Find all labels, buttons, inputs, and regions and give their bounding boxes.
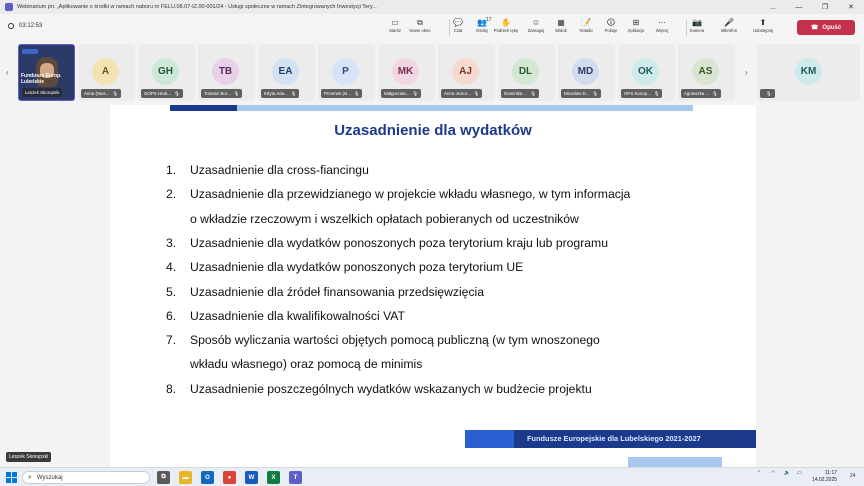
participant-name-bar [81,89,121,98]
slide-list-item [166,236,690,250]
view-label: Widok [555,28,567,33]
people-count: 17 [486,17,492,23]
tray-chevron-icon[interactable]: ⌃ [757,470,762,476]
slide-list-item [166,285,690,299]
mic-muted-icon: 🎙 [530,91,536,96]
presenter-name-label: Leszek Skorupski [6,452,51,462]
list-item-text: Uzasadnienie dla przewidzianego w projekcie wkładu własnego, w tym informacja [190,187,631,202]
more-button[interactable] [647,17,677,39]
participant-name: GOPS Hrub... [144,91,172,96]
participant-name-bar [621,89,662,98]
avatar: P [332,58,359,85]
avatar: AJ [452,58,479,85]
participant-name: Edyta Ada... [264,91,288,96]
clock-time: 11:17 [824,470,838,476]
list-item-text: Sposób wyliczania wartości objętych pomocą publiczną (w tym wnoszonego [190,333,600,348]
meeting-toolbar [0,14,864,40]
avatar: GH [152,58,179,85]
task-view-icon[interactable]: ⧉ [157,471,170,484]
chat-label: Czat [453,28,463,33]
participant-name: Prcemek (N... [324,91,351,96]
slide-footer-text: Fundusze Europejskie dla Lubelskiego 2021-2027 [527,434,701,443]
participant-name-bar [381,89,421,98]
participant-name-bar [321,89,362,98]
participant-name-bar [261,89,299,98]
new-window-icon: ⧉ [417,18,423,27]
avatar: DL [512,58,539,85]
new-window-label: Nowe okno [409,28,431,33]
rooms-icon: 🛈 [606,18,616,27]
raise-hand-button[interactable] [491,17,521,39]
taskbar-search[interactable] [22,471,150,484]
leave-label: Opuść [822,24,842,31]
apps-icon: ⊞ [632,18,640,27]
people-label: Osoby [475,28,489,33]
participant-tile[interactable] [318,44,375,101]
participant-name-bar [141,89,183,98]
participant-name-bar [441,89,482,98]
windows-taskbar [0,467,864,486]
self-video-tile[interactable] [18,44,75,101]
participant-tile[interactable] [438,44,495,101]
video-banner-text: Fundusze Europ. Lubelskie [21,73,62,85]
camera-icon: 📷 [692,18,702,27]
participant-name-bar [501,89,539,98]
more-icon: ⋯ [658,18,666,27]
react-icon: ☺ [531,18,541,27]
list-item-text: Uzasadnienie dla wydatków ponoszonych poza terytorium UE [190,260,524,275]
participant-name-bar [561,89,601,98]
more-label: Więcej [655,28,669,33]
slide-list-item [166,309,690,323]
chevron-left-icon[interactable]: ‹ [6,68,9,77]
notes-label: Notatki [579,28,593,33]
list-item-number: 8. [166,381,177,396]
list-item-text: Uzasadnienie dla źródeł finansowania przedsięwzięcia [190,284,485,299]
participant-name: Dominika ... [504,91,528,96]
mic-muted-icon: 🎙 [233,91,240,96]
avatar: TB [212,58,239,85]
slide-list-item [166,187,690,201]
avatar: MD [572,58,599,85]
rooms-label: Pokoje [604,28,618,33]
mic-muted-icon: 🎙 [353,91,360,96]
participant-name: OPS Konop... [624,91,651,96]
list-item-number: 4. [166,260,177,275]
list-item-continuation: wkładu własnego) oraz pomocą de minimis [190,357,423,372]
shared-content-stage [0,105,864,467]
toolbar-separator [449,20,450,36]
network-icon[interactable]: ◠ [771,470,776,476]
list-item-number: 2. [166,187,177,202]
search-icon: ⌕ [28,473,32,481]
microphone-icon: 🎤 [724,18,734,27]
mic-muted-icon: 🎙 [174,91,180,96]
mic-muted-icon: 🎙 [592,91,598,96]
mic-muted-icon: 🎙 [112,91,118,96]
toolbar-separator [686,20,687,36]
list-item-continuation: o wkładzie rzeczowym i wszelkich opłatach pobieranych od uczestników [190,211,579,226]
participant-name: Tomasz Bor... [204,91,231,96]
participant-name: Leszek Skorupski [25,90,60,95]
participant-name: Mirosław D... [564,91,590,96]
share-icon: ⬆ [759,18,767,27]
list-item-text: Uzasadnienie poszczególnych wydatków wskazanych w budżecie projektu [190,381,592,396]
participant-name: Agnieszka ... [684,91,710,96]
slide-title: Uzasadnienie dla wydatków [334,122,532,139]
teams-icon[interactable]: T [289,471,302,484]
window-controls [760,0,864,14]
volume-icon[interactable]: 🔈 [784,470,791,476]
avatar: OK [632,58,659,85]
participant-tile[interactable] [618,44,675,101]
avatar: EA [272,58,299,85]
slide-bottom-stripe [628,457,722,467]
participant-tile[interactable] [558,44,615,101]
windows-start-icon[interactable] [6,472,17,483]
list-item-number: 6. [166,308,177,323]
mic-muted-icon: 🎙 [712,91,718,96]
list-item-text: Uzasadnienie dla kwalifikowalności VAT [190,308,405,323]
close-icon[interactable]: ✕ [848,4,854,11]
list-item-number: 1. [166,163,177,177]
leave-button[interactable] [797,20,855,35]
list-item-number: 3. [166,235,177,250]
mic-muted-icon: 🎙 [290,91,297,96]
people-icon: 👥 [477,18,487,27]
raise-hand-label: Podnieś rękę [493,28,519,33]
more-options-icon[interactable]: ... [770,3,776,11]
list-item-number: 5. [166,284,177,299]
participant-tile[interactable] [757,44,860,101]
participant-tile[interactable] [498,44,555,101]
phone-icon: ☎ [810,25,819,31]
raise-hand-icon: ✋ [501,18,511,27]
mic-muted-icon: 🎙 [473,91,480,96]
stop-sharing-label: Starsz [389,28,401,33]
list-item-text: Uzasadnienie dla cross-fiancingu [190,163,369,177]
avatar: AS [692,58,719,85]
new-window-button[interactable] [405,17,435,39]
participants-strip [0,40,864,105]
participant-name-bar [760,89,775,98]
participant-tile[interactable] [678,44,735,101]
battery-icon[interactable]: ▭ [797,470,802,476]
slide-list-item [166,260,690,274]
slide-list-item [166,333,690,347]
participant-name: Anna Jezior... [444,91,471,96]
camera-label: Kamera [689,28,705,33]
mic-muted-icon: 🎙 [412,91,418,96]
react-label: Zareaguj [527,28,545,33]
excel-icon[interactable]: X [267,471,280,484]
shield-icon [8,23,14,29]
chat-icon: 💬 [453,18,463,27]
slide-top-stripe [170,105,693,111]
timer-text: 03:12:53 [19,23,43,29]
minimize-icon[interactable]: — [795,3,803,11]
meeting-timer [8,23,42,29]
avatar: A [92,58,119,85]
chrome-icon[interactable]: ● [223,471,236,484]
participant-tile[interactable] [258,44,315,101]
participant-tile[interactable] [198,44,255,101]
teams-app-icon [5,3,13,11]
presentation-slide [110,105,756,467]
share-button[interactable] [748,17,778,39]
participant-name: Małgorzata... [384,91,410,96]
notes-icon: 📝 [581,18,591,27]
clock-date: 14.02.2025 [812,477,838,483]
participant-name-bar [22,88,62,97]
participant-name-bar [201,89,242,98]
microphone-label: Mikrofon [720,28,738,33]
list-item-number: 7. [166,333,177,348]
participant-name: Anna (Nies... [84,91,110,96]
participant-tile[interactable] [138,44,195,101]
window-title: Webinarium pn. „Aplikowanie o środki w ramach naboru nr FELU.08.07-IZ.00-001/24 - Usługi społeczne w ramach Zintegrowanych Inwestycji Tery... [17,4,377,10]
file-explorer-icon[interactable]: ▬ [179,471,192,484]
chevron-right-icon[interactable]: › [745,68,748,77]
avatar: KM [795,58,822,85]
participant-tile[interactable] [78,44,135,101]
slide-top-stripe-dark [170,105,237,111]
taskbar-clock[interactable] [812,470,837,484]
stop-sharing-icon: ▭ [391,18,399,27]
window-title-bar [0,0,864,14]
notification-count[interactable]: 24 [850,473,856,479]
outlook-icon[interactable]: O [201,471,214,484]
participant-tile[interactable] [378,44,435,101]
microphone-button[interactable] [714,17,744,39]
apps-label: Aplikacje [627,28,645,33]
mic-muted-icon: 🎙 [653,91,660,96]
maximize-icon[interactable]: ❐ [821,4,829,11]
participant-name-bar [681,89,721,98]
slide-list-item [166,163,690,177]
logo-tag [22,49,38,54]
mic-muted-icon: 🎙 [766,91,772,96]
list-item-text: Uzasadnienie dla wydatków ponoszonych poza terytorium kraju lub programu [190,235,608,250]
share-label: Udostępnij [753,28,773,33]
view-icon: ▦ [557,18,565,27]
avatar: MK [392,58,419,85]
search-placeholder: Wyszukaj [36,474,63,481]
word-icon[interactable]: W [245,471,258,484]
slide-list-item [166,382,690,396]
